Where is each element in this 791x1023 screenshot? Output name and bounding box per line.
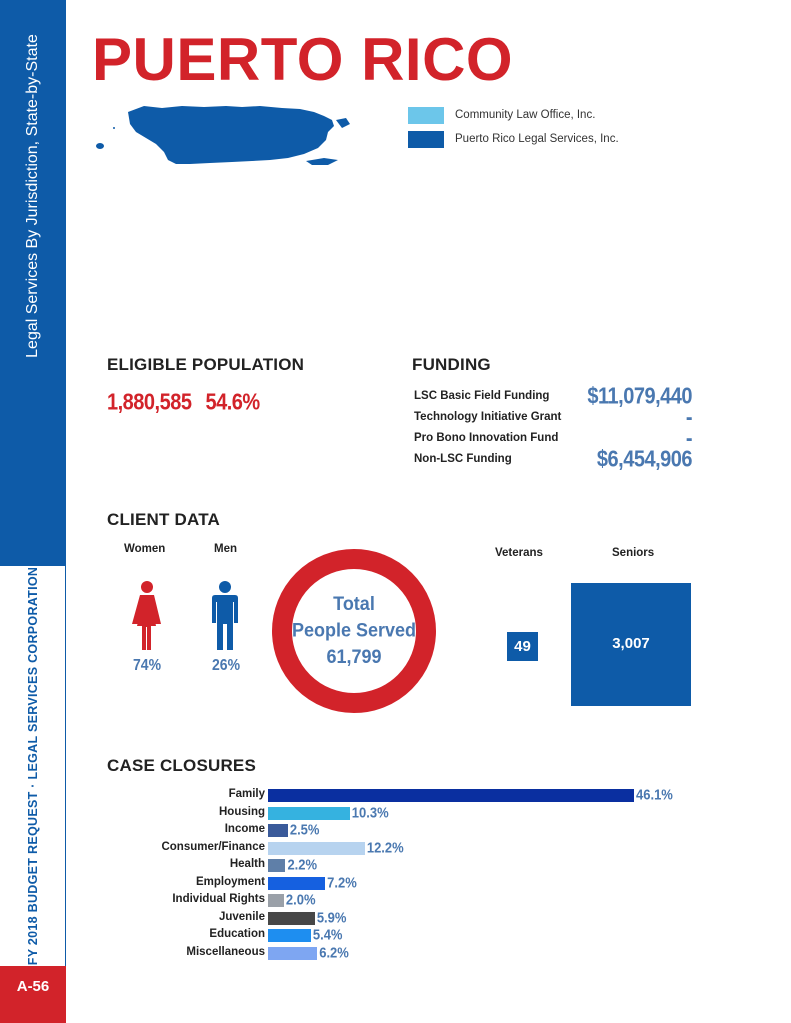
funding-heading: FUNDING xyxy=(412,355,491,374)
case-closure-value-label: 2.0% xyxy=(285,891,316,908)
case-closure-category-label: Housing xyxy=(219,805,265,818)
case-closure-value-label: 2.5% xyxy=(289,821,320,838)
funding-label-tig: Technology Initiative Grant xyxy=(414,411,562,423)
case-closure-row xyxy=(100,927,740,945)
funding-label-non-lsc: Non-LSC Funding xyxy=(414,453,512,465)
case-closure-bar xyxy=(268,877,325,890)
veterans-box xyxy=(507,632,538,661)
case-closure-bar xyxy=(268,894,284,907)
man-icon xyxy=(210,580,240,652)
case-closure-row xyxy=(100,892,740,910)
legend-item xyxy=(408,104,619,126)
case-closure-value-label: 6.2% xyxy=(319,943,349,961)
map-culebra-island xyxy=(336,118,350,128)
men-percent: 26% xyxy=(212,655,241,674)
case-closure-bar xyxy=(268,947,317,960)
page-number: A-56 xyxy=(16,978,50,995)
case-closure-category-label: Employment xyxy=(195,875,265,888)
case-closure-bar xyxy=(268,807,350,820)
eligible-population-heading: ELIGIBLE POPULATION xyxy=(107,355,305,374)
case-closure-row xyxy=(100,945,740,963)
legend-label: Puerto Rico Legal Services, Inc. xyxy=(455,133,619,145)
sidebar-mid-band xyxy=(0,566,66,966)
case-closure-row xyxy=(100,822,740,840)
map-desecheo-island xyxy=(113,127,115,129)
map-main-island xyxy=(128,106,334,164)
seniors-label: Seniors xyxy=(612,547,655,559)
provider-legend xyxy=(408,104,619,152)
sidebar-top-text-wrap xyxy=(0,0,66,566)
women-label: Women xyxy=(124,543,166,555)
case-closure-bar xyxy=(268,789,634,802)
case-closure-bar xyxy=(268,859,285,872)
funding-label-pro-bono: Pro Bono Innovation Fund xyxy=(414,432,559,444)
page-title: PUERTO RICO xyxy=(92,26,514,93)
case-closure-category-label: Family xyxy=(228,788,265,800)
legend-swatch-prls xyxy=(408,131,444,148)
case-closure-row xyxy=(100,910,740,928)
case-closure-bar xyxy=(268,912,315,925)
case-closure-category-label: Juvenile xyxy=(218,910,265,923)
case-closures-heading: CASE CLOSURES xyxy=(107,756,257,775)
women-percent: 74% xyxy=(133,655,162,674)
legend-swatch-community xyxy=(408,107,444,124)
veterans-value: 49 xyxy=(514,638,531,655)
case-closure-category-label: Consumer/Finance xyxy=(161,840,265,853)
sidebar-section-title: Legal Services By Jurisdiction, State-by-State xyxy=(24,34,41,358)
case-closure-value-label: 5.4% xyxy=(312,926,343,943)
case-closure-value-label: 2.2% xyxy=(287,856,318,873)
case-closure-value-label: 5.9% xyxy=(316,908,347,926)
woman-icon xyxy=(126,580,168,652)
case-closure-row xyxy=(100,805,740,823)
eligible-population-percent: 54.6% xyxy=(205,390,260,416)
eligible-population-values xyxy=(107,390,274,416)
seniors-value: 3,007 xyxy=(612,635,650,652)
funding-value-tig: - xyxy=(685,405,692,431)
case-closure-value-label: 7.2% xyxy=(327,873,357,891)
funding-label-lsc-basic: LSC Basic Field Funding xyxy=(414,390,550,402)
case-closure-bar xyxy=(268,842,365,855)
total-served-value: 61,799 xyxy=(326,645,382,668)
seniors-box xyxy=(571,583,691,706)
case-closure-category-label: Health xyxy=(229,858,265,870)
client-data-heading: CLIENT DATA xyxy=(107,510,220,529)
eligible-population-count: 1,880,585 xyxy=(107,390,192,416)
funding-value-pro-bono: - xyxy=(685,426,692,452)
funding-value-non-lsc: $6,454,906 xyxy=(596,447,692,473)
legend-label: Community Law Office, Inc. xyxy=(455,109,596,121)
case-closure-bar xyxy=(268,929,311,942)
case-closures-chart xyxy=(100,787,740,962)
case-closure-category-label: Education xyxy=(209,928,265,940)
veterans-label: Veterans xyxy=(495,547,543,559)
total-served-text xyxy=(272,590,436,669)
map-mona-island xyxy=(96,143,104,149)
case-closure-row xyxy=(100,857,740,875)
case-closure-category-label: Individual Rights xyxy=(172,893,265,905)
case-closure-row xyxy=(100,875,740,893)
case-closure-category-label: Miscellaneous xyxy=(186,945,265,958)
funding-value-lsc-basic: $11,079,440 xyxy=(587,384,692,410)
case-closure-row xyxy=(100,787,740,805)
page-number-badge xyxy=(0,966,66,1023)
case-closure-category-label: Income xyxy=(224,823,265,835)
sidebar-report-title: FY 2018 BUDGET REQUEST · LEGAL SERVICES CORPORATION xyxy=(26,566,40,966)
map-vieques-island xyxy=(306,158,338,165)
total-served-line2: People Served xyxy=(291,619,417,641)
case-closure-value-label: 12.2% xyxy=(366,838,404,856)
puerto-rico-map xyxy=(92,98,362,170)
men-label: Men xyxy=(214,543,237,555)
case-closure-bar xyxy=(268,824,288,837)
case-closure-value-label: 46.1% xyxy=(636,786,673,803)
total-served-line1: Total xyxy=(333,592,375,615)
legend-item xyxy=(408,128,619,150)
case-closure-value-label: 10.3% xyxy=(351,803,389,821)
case-closure-row xyxy=(100,840,740,858)
